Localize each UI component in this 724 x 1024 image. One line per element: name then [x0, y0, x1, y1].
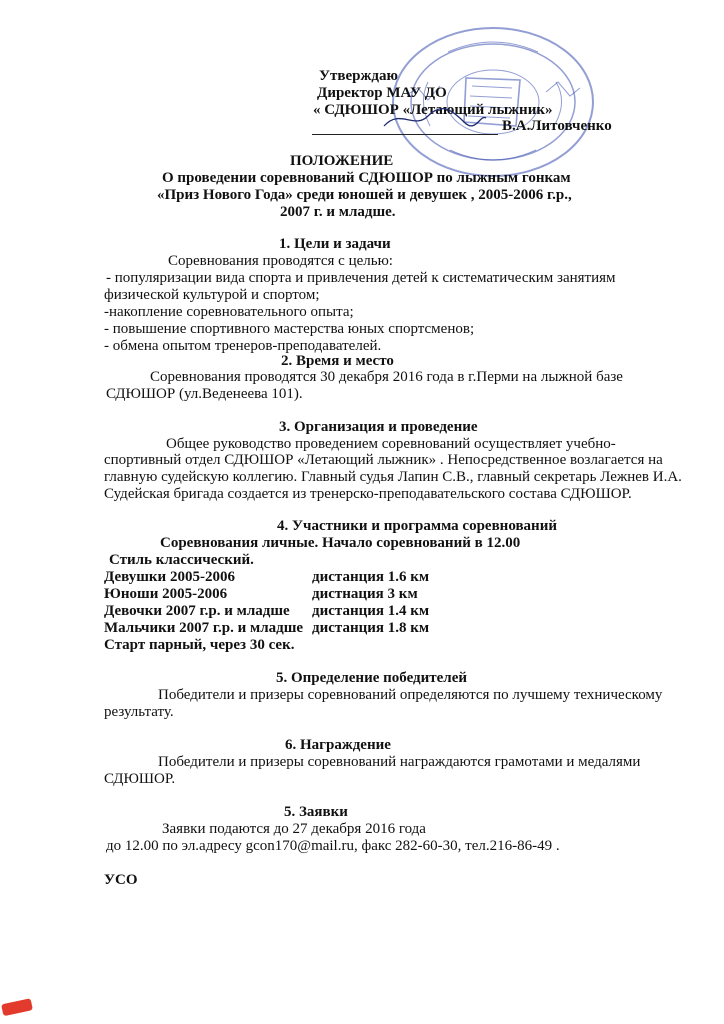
title-line-3: 2007 г. и младше.	[280, 204, 396, 220]
approval-line-3: « СДЮШОР «Летающий лыжник»	[313, 102, 553, 118]
group-name: Девочки 2007 г.р. и младше	[104, 603, 290, 619]
approval-line-1: Утверждаю	[319, 68, 398, 84]
section-1-heading: 1. Цели и задачи	[279, 236, 391, 252]
section-2-line-2: СДЮШОР (ул.Веденеева 101).	[106, 386, 303, 402]
group-name: Девушки 2005-2006	[104, 569, 235, 585]
section-7-heading: 5. Заявки	[284, 804, 348, 820]
doc-heading: ПОЛОЖЕНИЕ	[290, 153, 394, 169]
section-1-item: - обмена опытом тренеров-преподавателей.	[104, 338, 382, 354]
group-name: Мальчики 2007 г.р. и младше	[104, 620, 304, 636]
section-2-heading: 2. Время и место	[281, 353, 394, 369]
group-distance: дистанция 1.4 км	[312, 603, 430, 619]
section-3-line: Судейская бригада создается из тренерско-преподавательского состава СДЮШОР.	[104, 486, 632, 502]
group-distance: дистанция 1.6 км	[312, 569, 430, 585]
section-4-start-info: Соревнования личные. Начало соревнований в 12.00	[160, 535, 521, 551]
section-5-line-1: Победители и призеры соревнований определяются по лучшему техническому	[158, 687, 663, 703]
group-distance: дистнация 3 км	[312, 586, 418, 602]
section-7-line-2: до 12.00 по эл.адресу gcon170@mail.ru, факс 282-60-30, тел.216-86-49 .	[106, 838, 560, 854]
approval-signer: В.А.Литовченко	[502, 118, 612, 134]
title-line-1: О проведении соревнований СДЮШОР по лыжным гонкам	[162, 170, 571, 186]
section-6-heading: 6. Награждение	[285, 737, 391, 753]
section-4-heading: 4. Участники и программа соревнований	[277, 518, 557, 534]
group-name: Юноши 2005-2006	[104, 586, 228, 602]
section-1-item: - повышение спортивного мастерства юных спортсменов;	[104, 321, 475, 337]
section-5-heading: 5. Определение победителей	[276, 670, 468, 686]
section-4-style: Стиль классический.	[109, 552, 254, 568]
section-4-start-type: Старт парный, через 30 сек.	[104, 637, 295, 653]
section-3-line: спортивный отдел СДЮШОР «Летающий лыжник» . Непосредственное возлагается на	[104, 452, 663, 468]
section-6-line-2: СДЮШОР.	[104, 771, 176, 787]
group-distance: дистанция 1.8 км	[312, 620, 430, 636]
section-3-line: главную судейскую коллегию. Главный судья Лапин С.В., главный секретарь Лежнев И.А.	[104, 469, 682, 485]
signature-scribble	[380, 106, 490, 132]
section-6-line-1: Победители и призеры соревнований награждаются грамотами и медалями	[158, 754, 641, 770]
section-2-line-1: Соревнования проводятся 30 декабря 2016 года в г.Перми на лыжной базе	[150, 369, 623, 385]
section-1-intro: Соревнования проводятся с целью:	[168, 253, 393, 269]
approval-line-2: Директор МАУ ДО	[317, 85, 447, 101]
section-3-line: Общее руководство проведением соревнований осуществляет учебно-	[166, 436, 616, 452]
title-line-2: «Приз Нового Года» среди юношей и девушек , 2005-2006 г.р.,	[157, 187, 572, 203]
section-7-line-1: Заявки подаются до 27 декабря 2016 года	[162, 821, 426, 837]
signature-line	[312, 134, 498, 135]
section-5-line-2: результату.	[104, 704, 174, 720]
section-3-heading: 3. Организация и проведение	[279, 419, 478, 435]
section-1-item: физической культурой и спортом;	[104, 287, 320, 303]
section-1-item: - популяризации вида спорта и привлечения детей к систематическим занятиям	[106, 270, 616, 286]
section-1-item: -накопление соревновательного опыта;	[104, 304, 354, 320]
footer-org: УСО	[104, 872, 138, 888]
corner-watermark	[0, 998, 36, 1016]
